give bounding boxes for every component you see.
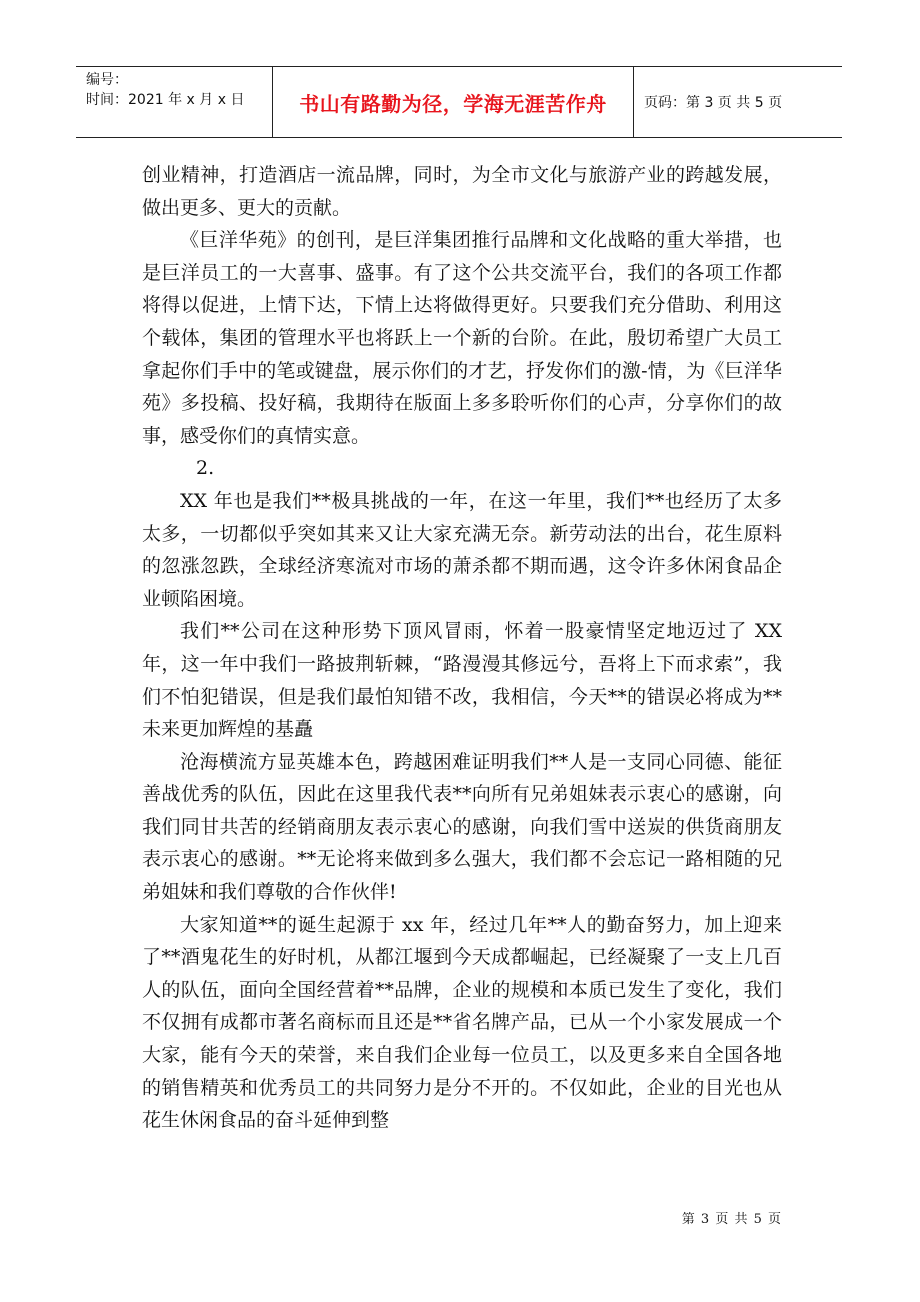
time-label: 时间：2021 年 x 月 x 日 — [86, 92, 245, 108]
paragraph-5: 沧海横流方显英雄本色，跨越困难证明我们**人是一支同心同德、能征善战优秀的队伍，因此在这里我代表**向所有兄弟姐妹表示衷心的感谢，向我们同甘共苦的经销商朋友表示衷心的感谢，向我们雪中送炭的供货商朋友表示衷心的感谢。**无论将来做到多么强大，我们都不会忘记一路相随的兄弟姐妹和我们尊敬的合作伙伴! — [142, 750, 782, 904]
paragraph-1: 创业精神，打造酒店一流品牌，同时，为全市文化与旅游产业的跨越发展，做出更多、更大的贡献。 — [142, 164, 782, 219]
header-motto-cell — [272, 67, 634, 137]
section-number: 2. — [196, 457, 215, 480]
page-header — [76, 66, 842, 138]
page-info-text: 页码：第 3 页 共 5 页 — [644, 95, 783, 111]
paragraph-4: 我们**公司在这种形势下顶风冒雨，怀着一股豪情坚定地迈过了 XX 年，这一年中我们一路披荆斩棘，“路漫漫其修远兮，吾将上下而求索”，我们不怕犯错误，但是我们最怕知错不改，我相信，今天**的错误必将成为**未来更加辉煌的基矗 — [142, 620, 782, 741]
paragraph-3: XX 年也是我们**极具挑战的一年，在这一年里，我们**也经历了太多太多，一切都似乎突如其来又让大家充满无奈。新劳动法的出台，花生原料的忽涨忽跌，全球经济寒流对市场的萧杀都不期而遇，这令许多休闲食品企业顿陷困境。 — [142, 489, 782, 610]
paragraph-2: 《巨洋华苑》的创刊，是巨洋集团推行品牌和文化战略的重大举措，也是巨洋员工的一大喜事、盛事。有了这个公共交流平台，我们的各项工作都将得以促进，上情下达，下情上达将做得更好。只要我们充分借助、利用这个载体，集团的管理水平也将跃上一个新的台阶。在此，殷切希望广大员工拿起你们手中的笔或键盘，展示你们的才艺，抒发你们的激-情，为《巨洋华苑》多投稿、投好稿，我期待在版面上多多聆听你们的心声，分享你们的故事，感受你们的真情实意。 — [142, 229, 782, 447]
motto-text: 书山有路勤为径，学海无涯苦作舟 — [299, 91, 607, 116]
header-page-info — [634, 67, 842, 137]
header-meta — [76, 67, 272, 137]
document-body — [142, 159, 782, 1137]
page-footer: 第 3 页 共 5 页 — [681, 1212, 782, 1227]
serial-label: 编号： — [86, 72, 128, 88]
paragraph-6: 大家知道**的诞生起源于 xx 年，经过几年**人的勤奋努力，加上迎来了**酒鬼花生的好时机，从都江堰到今天成都崛起，已经凝聚了一支上几百人的队伍，面向全国经营着**品牌，企业的规模和本质已发生了变化，我们不仅拥有成都市著名商标而且还是**省名牌产品，已从一个小家发展成一个大家，能有今天的荣誉，来自我们企业每一位员工，以及更多来自全国各地的销售精英和优秀员工的共同努力是分不开的。不仅如此，企业的目光也从花生休闲食品的奋斗延伸到整 — [142, 913, 782, 1132]
